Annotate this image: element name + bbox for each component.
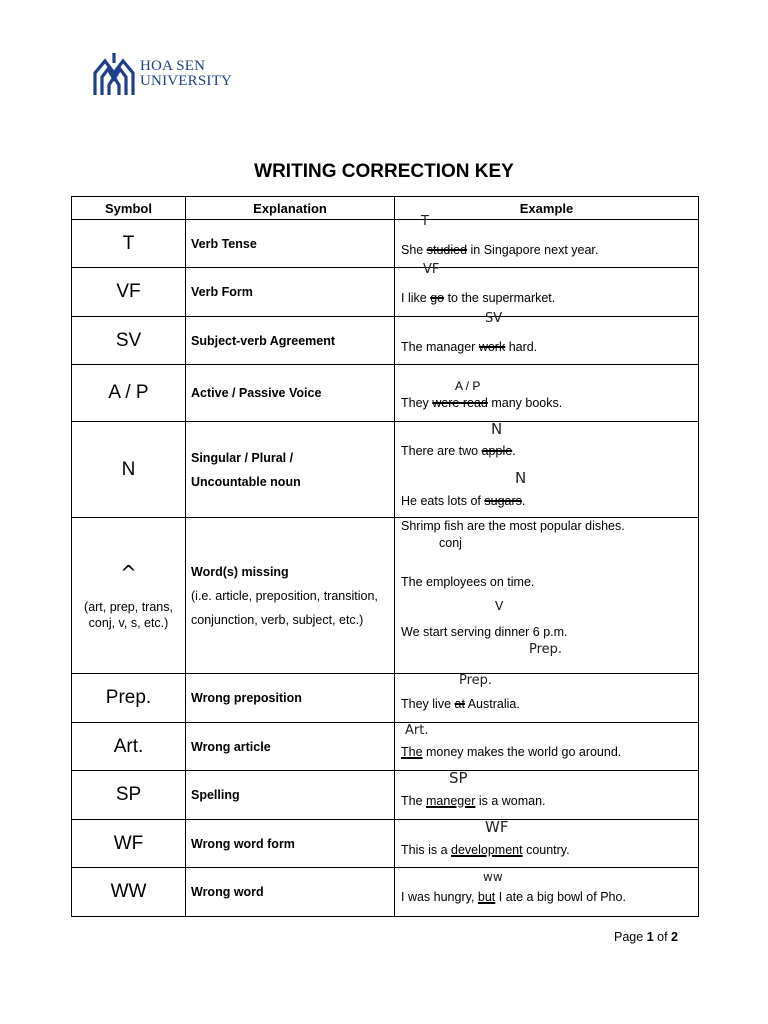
- example-sentence: [401, 494, 525, 508]
- explanation-cell: [186, 518, 395, 674]
- error-word: The: [401, 745, 423, 759]
- sentence-part: many books.: [487, 396, 563, 410]
- university-logo: [92, 50, 232, 98]
- symbol-note: (art, prep, trans, conj, v, s, etc.): [84, 599, 173, 630]
- sentence-part: to the supermarket.: [444, 291, 556, 305]
- correction-key-table: [71, 196, 699, 917]
- page-of-label: of: [657, 930, 668, 944]
- error-word: sugars: [484, 494, 522, 508]
- logo-line-1: HOA SEN: [140, 58, 206, 74]
- example-cell: [395, 365, 699, 422]
- table-row: [72, 723, 699, 771]
- header-symbol: Symbol: [72, 197, 186, 220]
- correction-mark: WF: [485, 818, 509, 836]
- symbol-cell: WW: [72, 868, 186, 917]
- example-sentence: [401, 340, 537, 354]
- example-sentence: [401, 843, 570, 857]
- error-word: development: [451, 843, 523, 857]
- correction-mark: SV: [485, 311, 503, 326]
- explanation-cell: Verb Tense: [186, 220, 395, 268]
- example-cell: [395, 723, 699, 771]
- caret-icon: ^: [120, 560, 137, 585]
- symbol-cell: SP: [72, 771, 186, 820]
- example-cell: [395, 820, 699, 868]
- error-word: at: [454, 697, 465, 711]
- sentence-part: I ate a big bowl of Pho.: [495, 890, 626, 904]
- correction-mark: V: [495, 599, 504, 613]
- table-row: [72, 820, 699, 868]
- table-row: [72, 674, 699, 723]
- example-sentence: The employees on time.: [401, 575, 535, 589]
- symbol-cell: T: [72, 220, 186, 268]
- logo-line-2: UNIVERSITY: [140, 73, 232, 89]
- explanation-cell: Spelling: [186, 771, 395, 820]
- sentence-part: The: [401, 794, 427, 808]
- table-row: [72, 518, 699, 674]
- explanation-cell: Subject-verb Agreement: [186, 317, 395, 365]
- lotus-logo-icon: [92, 51, 136, 97]
- page-label: Page: [614, 930, 644, 944]
- explanation-cell: Wrong preposition: [186, 674, 395, 723]
- explanation-cell: Verb Form: [186, 268, 395, 317]
- page-title: WRITING CORRECTION KEY: [254, 161, 514, 182]
- sentence-part: money makes the world go around.: [422, 745, 622, 759]
- example-cell: [395, 262, 699, 317]
- error-word: go: [430, 291, 445, 305]
- symbol-cell: VF: [72, 268, 186, 317]
- sentence-part: This is a: [401, 843, 452, 857]
- page-number: [614, 930, 678, 944]
- sentence-part: There are two: [401, 444, 482, 458]
- error-word: maneger: [426, 794, 476, 808]
- example-cell: [395, 771, 699, 820]
- sentence-part: in Singapore next year.: [467, 243, 599, 257]
- symbol-cell: SV: [72, 317, 186, 365]
- table-row: [72, 771, 699, 820]
- example-cell: [395, 214, 699, 268]
- symbol-cell: Art.: [72, 723, 186, 771]
- symbol-cell: [72, 518, 186, 674]
- symbol-cell: A / P: [72, 365, 186, 422]
- sentence-part: He eats lots of: [401, 494, 485, 508]
- error-word: apple: [481, 444, 513, 458]
- correction-mark: VF: [423, 262, 440, 277]
- correction-mark: Prep.: [529, 642, 563, 657]
- correction-mark: T: [421, 214, 429, 229]
- explanation-note: (i.e. article, preposition, transition, conjunction, verb, subject, etc.): [191, 588, 378, 627]
- example-sentence: [401, 291, 555, 305]
- example-sentence: We start serving dinner 6 p.m.: [401, 625, 568, 639]
- example-sentence: [401, 243, 598, 257]
- sentence-part: Australia.: [464, 697, 520, 711]
- explanation-cell: Active / Passive Voice: [186, 365, 395, 422]
- sentence-part: country.: [522, 843, 570, 857]
- table-row: [72, 365, 699, 422]
- error-word: were read: [432, 396, 488, 410]
- correction-mark: N: [515, 469, 527, 487]
- correction-mark: SP: [449, 769, 468, 787]
- sentence-part: She: [401, 243, 427, 257]
- header-explanation: Explanation: [186, 197, 395, 220]
- example-sentence: [401, 890, 626, 904]
- error-word: but: [477, 890, 496, 904]
- example-sentence: Shrimp fish are the most popular dishes.: [401, 519, 625, 533]
- table-row: [72, 868, 699, 917]
- example-cell: [395, 518, 699, 674]
- example-cell: [395, 422, 699, 518]
- correction-mark: ww: [483, 870, 503, 884]
- sentence-part: I was hungry,: [401, 890, 478, 904]
- table-header-row: [72, 197, 699, 220]
- sentence-part: .: [512, 444, 516, 458]
- table-row: [72, 422, 699, 518]
- example-cell: [395, 311, 699, 365]
- table-row: [72, 220, 699, 268]
- explanation-cell: Wrong word form: [186, 820, 395, 868]
- sentence-part: hard.: [505, 340, 538, 354]
- symbol-cell: Prep.: [72, 674, 186, 723]
- explanation-line-1: Singular / Plural /: [191, 450, 294, 465]
- page-total: 2: [671, 930, 678, 944]
- logo-text: [140, 59, 232, 89]
- sentence-part: I like: [401, 291, 431, 305]
- example-sentence: [401, 745, 621, 759]
- correction-mark: conj: [439, 536, 462, 550]
- sentence-part: They live: [401, 697, 455, 711]
- example-sentence: [401, 444, 516, 458]
- example-sentence: [401, 794, 546, 808]
- example-sentence: [401, 396, 562, 410]
- correction-mark: Art.: [405, 723, 429, 738]
- header-example: Example: [395, 197, 699, 220]
- table-row: [72, 268, 699, 317]
- correction-mark: N: [491, 420, 503, 438]
- correction-mark: A / P: [455, 379, 481, 393]
- symbol-cell: N: [72, 422, 186, 518]
- example-cell: [395, 868, 699, 917]
- symbol-cell: WF: [72, 820, 186, 868]
- error-word: work: [478, 340, 506, 354]
- sentence-part: is a woman.: [475, 794, 546, 808]
- error-word: studied: [426, 243, 468, 257]
- correction-mark: Prep.: [459, 673, 493, 688]
- explanation-cell: Wrong article: [186, 723, 395, 771]
- explanation-cell: [186, 422, 395, 518]
- explanation-title: Word(s) missing: [191, 564, 289, 579]
- example-cell: [395, 674, 699, 723]
- page-current: 1: [646, 930, 654, 944]
- explanation-cell: Wrong word: [186, 868, 395, 917]
- sentence-part: They: [401, 396, 433, 410]
- sentence-part: .: [521, 494, 526, 508]
- table-row: [72, 317, 699, 365]
- explanation-line-2: Uncountable noun: [191, 474, 301, 489]
- example-sentence: [401, 697, 520, 711]
- sentence-part: The manager: [401, 340, 479, 354]
